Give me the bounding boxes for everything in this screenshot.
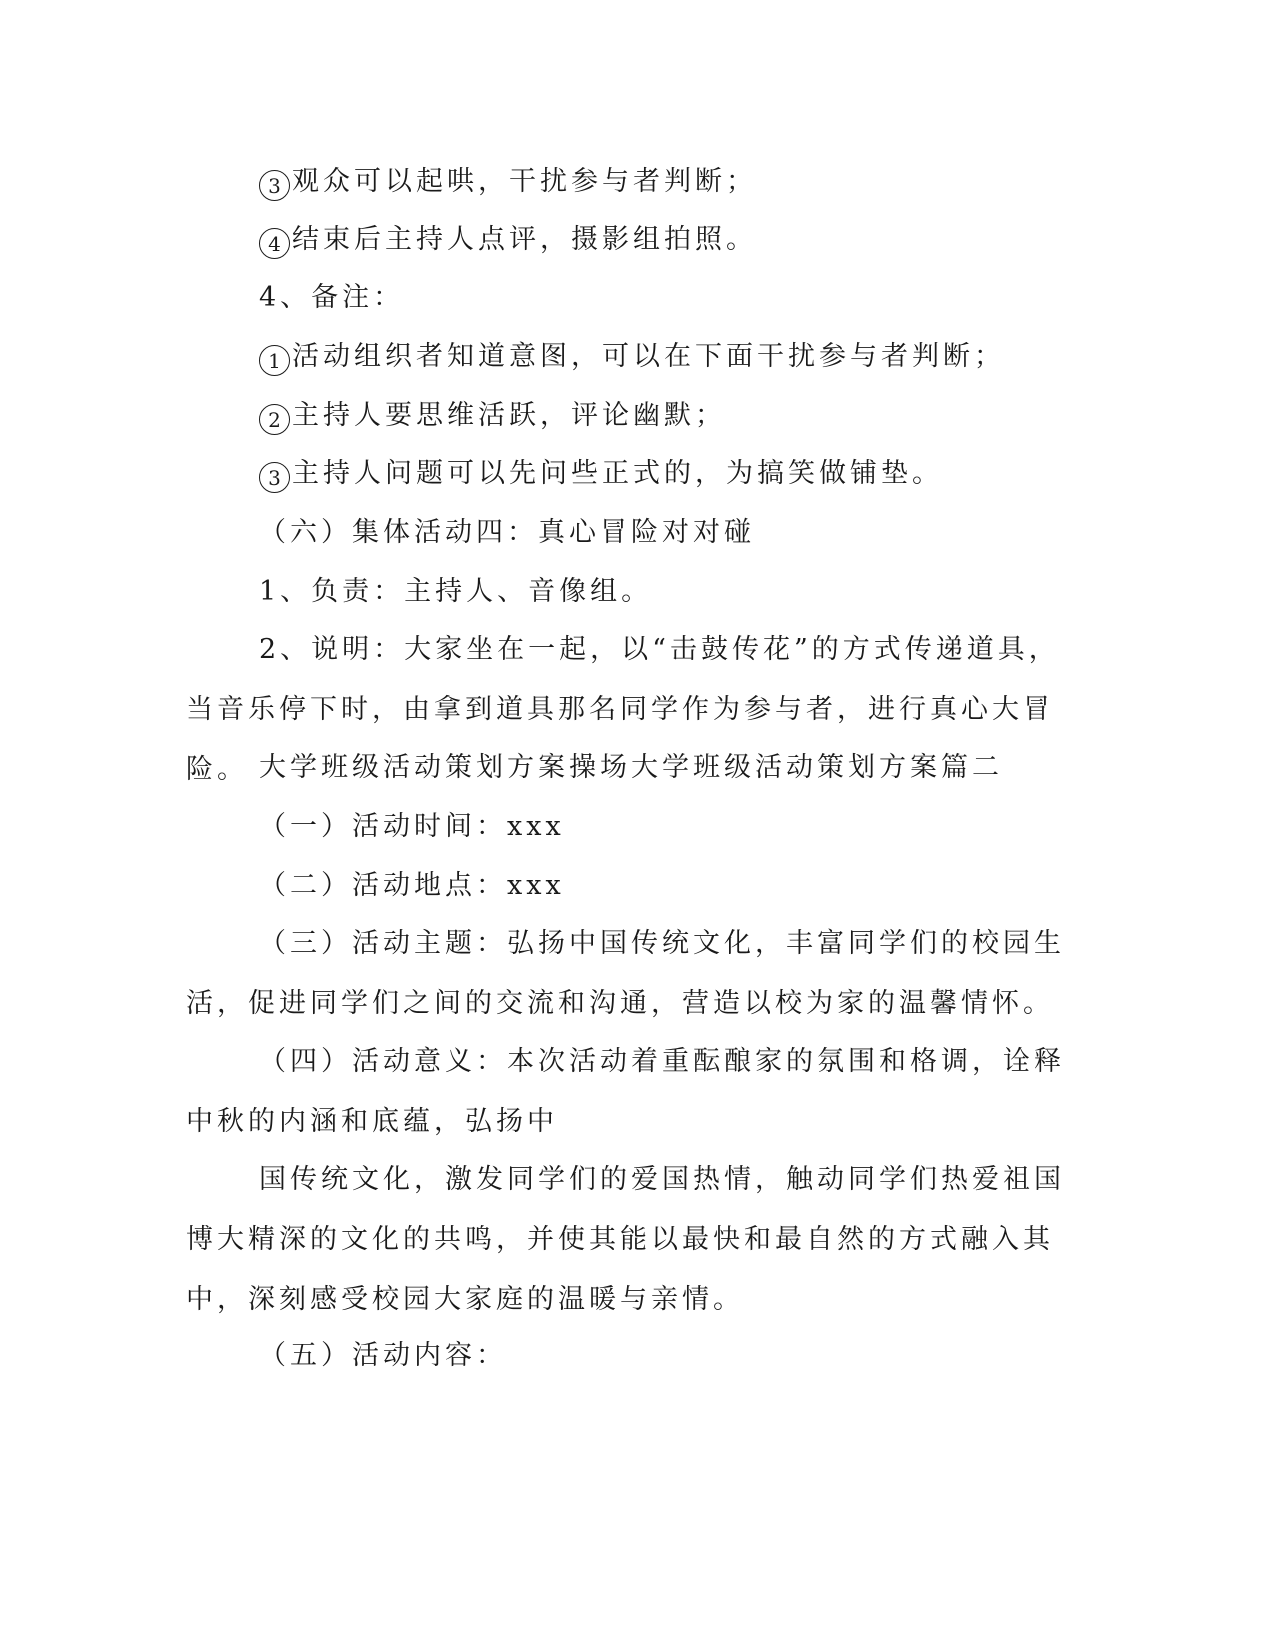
circled-number: 3 [259,462,290,493]
list-item-text: 活动组织者知道意图，可以在下面干扰参与者判断； [292,341,1005,372]
paragraph-text: 1、负责：主持人、音像组。 [259,576,653,607]
list-item [186,444,1076,504]
circled-number: 2 [259,404,290,435]
activity-content [186,1326,1076,1386]
list-item [186,152,1076,212]
activity-place [186,856,1076,916]
circled-number: 3 [259,170,290,201]
list-item [186,386,1076,446]
circled-number: 1 [259,345,290,376]
paragraph [186,562,1076,622]
activity-meaning-continued: 国传统文化，激发同学们的爱国热情，触动同学们热爱祖国博大精深的文化的共鸣，并使其能以最快和最自然的方式融入其中，深刻感受校园大家庭的温暖与亲情。 [186,1164,1065,1315]
part2-heading [186,738,1076,798]
part2-heading-text: 大学班级活动策划方案操场大学班级活动策划方案篇二 [259,752,1003,783]
activity-meaning: （四）活动意义：本次活动着重酝酿家的氛围和格调，诠释中秋的内涵和底蕴，弘扬中 [186,1046,1065,1137]
activity-theme: （三）活动主题：弘扬中国传统文化，丰富同学们的校园生活，促进同学们之间的交流和沟通，营造以校为家的温馨情怀。 [186,928,1065,1019]
activity-content-text: （五）活动内容： [259,1340,507,1371]
note-heading-text: 4、备注： [259,282,405,313]
list-item-text: 观众可以起哄，干扰参与者判断； [292,166,757,197]
section-heading [186,503,1076,563]
list-item-text: 主持人问题可以先问些正式的，为搞笑做铺垫。 [292,458,943,489]
activity-time [186,797,1076,857]
circled-number: 4 [259,228,290,259]
activity-time-text: （一）活动时间：xxx [259,811,565,842]
section-note-heading [186,268,1076,328]
section-heading-text: （六）集体活动四：真心冒险对对碰 [259,517,755,548]
activity-place-text: （二）活动地点：xxx [259,870,565,901]
list-item [186,327,1076,387]
list-item [186,210,1076,270]
paragraph-explain: 2、说明：大家坐在一起，以“击鼓传花”的方式传递道具，当音乐停下时，由拿到道具那名同学作为参与者，进行真心大冒险。 [186,634,1060,785]
list-item-text: 主持人要思维活跃，评论幽默； [292,400,726,431]
list-item-text: 结束后主持人点评，摄影组拍照。 [292,224,757,255]
